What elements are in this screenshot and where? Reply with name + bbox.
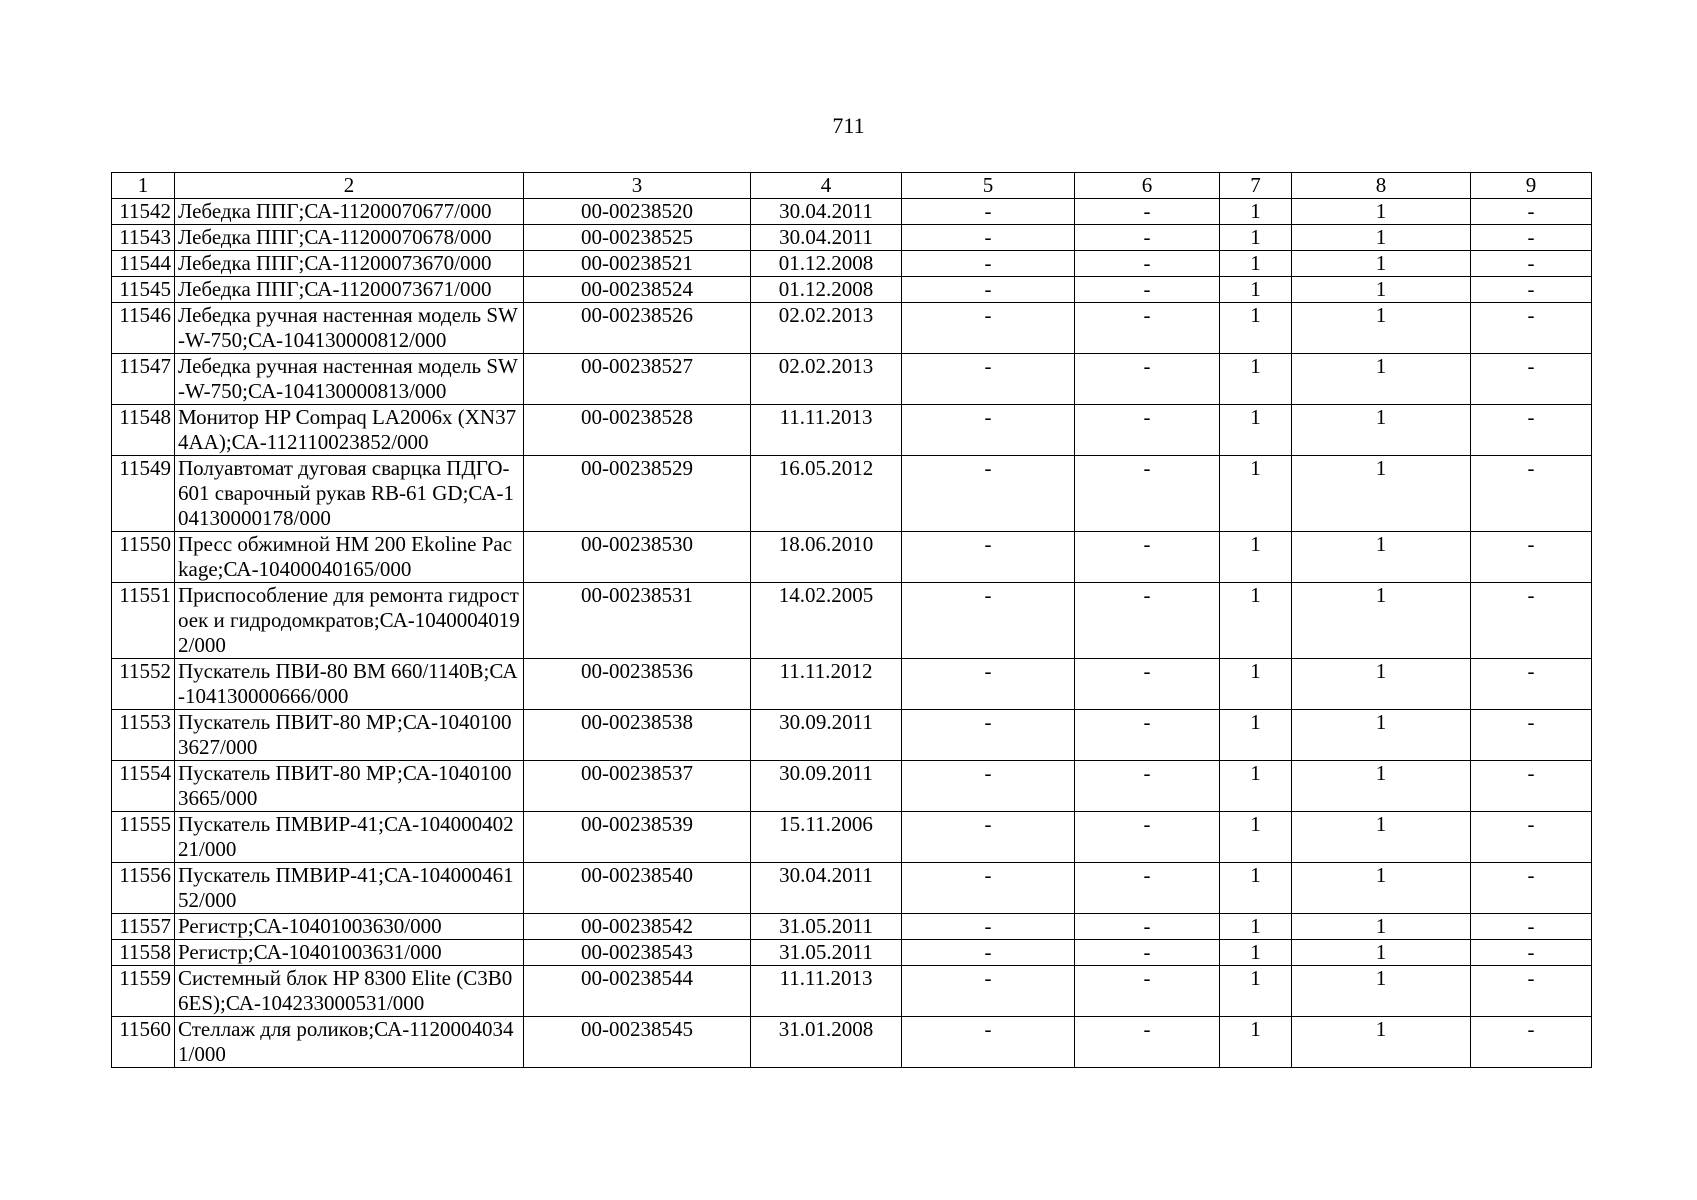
column-5-cell: - (902, 277, 1075, 303)
table-row (112, 966, 1592, 1017)
row-number-cell: 11547 (112, 354, 175, 405)
column-9-cell: - (1471, 225, 1592, 251)
date-cell: 01.12.2008 (751, 251, 902, 277)
column-header: 6 (1075, 173, 1220, 199)
row-number-cell: 11546 (112, 303, 175, 354)
column-8-cell: 1 (1292, 1017, 1471, 1068)
column-9-cell: - (1471, 659, 1592, 710)
item-name-cell: Пускатель ПМВИР-41;СА-10400040221/000 (175, 812, 524, 863)
inventory-number-cell: 00-00238528 (524, 405, 751, 456)
table-row (112, 914, 1592, 940)
column-8-cell: 1 (1292, 659, 1471, 710)
column-6-cell: - (1075, 532, 1220, 583)
column-6-cell: - (1075, 225, 1220, 251)
table-row (112, 761, 1592, 812)
inventory-number-cell: 00-00238542 (524, 914, 751, 940)
column-7-cell: 1 (1220, 940, 1292, 966)
column-5-cell: - (902, 710, 1075, 761)
column-7-cell: 1 (1220, 532, 1292, 583)
column-8-cell: 1 (1292, 251, 1471, 277)
date-cell: 11.11.2013 (751, 405, 902, 456)
column-9-cell: - (1471, 354, 1592, 405)
column-9-cell: - (1471, 710, 1592, 761)
date-cell: 01.12.2008 (751, 277, 902, 303)
item-name-cell: Лебедка ППГ;СА-11200073670/000 (175, 251, 524, 277)
column-6-cell: - (1075, 710, 1220, 761)
row-number-cell: 11556 (112, 863, 175, 914)
column-6-cell: - (1075, 966, 1220, 1017)
column-7-cell: 1 (1220, 277, 1292, 303)
column-7-cell: 1 (1220, 456, 1292, 532)
inventory-number-cell: 00-00238520 (524, 199, 751, 225)
date-cell: 30.04.2011 (751, 225, 902, 251)
column-5-cell: - (902, 914, 1075, 940)
column-6-cell: - (1075, 277, 1220, 303)
column-header: 3 (524, 173, 751, 199)
column-9-cell: - (1471, 456, 1592, 532)
column-5-cell: - (902, 1017, 1075, 1068)
table-row (112, 812, 1592, 863)
column-header: 8 (1292, 173, 1471, 199)
column-9-cell: - (1471, 532, 1592, 583)
row-number-cell: 11554 (112, 761, 175, 812)
column-header: 2 (175, 173, 524, 199)
date-cell: 11.11.2013 (751, 966, 902, 1017)
column-9-cell: - (1471, 966, 1592, 1017)
inventory-number-cell: 00-00238543 (524, 940, 751, 966)
column-7-cell: 1 (1220, 303, 1292, 354)
date-cell: 31.05.2011 (751, 940, 902, 966)
column-6-cell: - (1075, 812, 1220, 863)
column-9-cell: - (1471, 761, 1592, 812)
column-5-cell: - (902, 225, 1075, 251)
date-cell: 30.04.2011 (751, 199, 902, 225)
column-8-cell: 1 (1292, 456, 1471, 532)
row-number-cell: 11545 (112, 277, 175, 303)
column-8-cell: 1 (1292, 277, 1471, 303)
row-number-cell: 11553 (112, 710, 175, 761)
column-8-cell: 1 (1292, 761, 1471, 812)
column-6-cell: - (1075, 863, 1220, 914)
column-7-cell: 1 (1220, 354, 1292, 405)
column-6-cell: - (1075, 303, 1220, 354)
column-7-cell: 1 (1220, 659, 1292, 710)
column-6-cell: - (1075, 354, 1220, 405)
date-cell: 18.06.2010 (751, 532, 902, 583)
row-number-cell: 11549 (112, 456, 175, 532)
inventory-number-cell: 00-00238536 (524, 659, 751, 710)
row-number-cell: 11560 (112, 1017, 175, 1068)
date-cell: 31.01.2008 (751, 1017, 902, 1068)
column-9-cell: - (1471, 277, 1592, 303)
column-7-cell: 1 (1220, 583, 1292, 659)
table-row (112, 940, 1592, 966)
row-number-cell: 11558 (112, 940, 175, 966)
row-number-cell: 11555 (112, 812, 175, 863)
item-name-cell: Лебедка ручная настенная модель SW-W-750;СА-104130000813/000 (175, 354, 524, 405)
row-number-cell: 11548 (112, 405, 175, 456)
table-row (112, 225, 1592, 251)
column-7-cell: 1 (1220, 199, 1292, 225)
column-9-cell: - (1471, 405, 1592, 456)
date-cell: 11.11.2012 (751, 659, 902, 710)
row-number-cell: 11551 (112, 583, 175, 659)
inventory-number-cell: 00-00238531 (524, 583, 751, 659)
column-9-cell: - (1471, 863, 1592, 914)
date-cell: 30.09.2011 (751, 710, 902, 761)
table-row (112, 863, 1592, 914)
row-number-cell: 11544 (112, 251, 175, 277)
date-cell: 30.09.2011 (751, 761, 902, 812)
table-row (112, 277, 1592, 303)
item-name-cell: Лебедка ППГ;СА-11200070677/000 (175, 199, 524, 225)
inventory-number-cell: 00-00238539 (524, 812, 751, 863)
column-5-cell: - (902, 812, 1075, 863)
table-row (112, 1017, 1592, 1068)
item-name-cell: Лебедка ручная настенная модель SW-W-750;СА-104130000812/000 (175, 303, 524, 354)
column-7-cell: 1 (1220, 225, 1292, 251)
column-header: 9 (1471, 173, 1592, 199)
column-9-cell: - (1471, 812, 1592, 863)
column-header: 7 (1220, 173, 1292, 199)
column-5-cell: - (902, 199, 1075, 225)
column-8-cell: 1 (1292, 583, 1471, 659)
column-5-cell: - (902, 940, 1075, 966)
row-number-cell: 11559 (112, 966, 175, 1017)
date-cell: 30.04.2011 (751, 863, 902, 914)
column-5-cell: - (902, 583, 1075, 659)
table-row (112, 405, 1592, 456)
column-5-cell: - (902, 532, 1075, 583)
item-name-cell: Лебедка ППГ;СА-11200070678/000 (175, 225, 524, 251)
column-header: 4 (751, 173, 902, 199)
item-name-cell: Лебедка ППГ;СА-11200073671/000 (175, 277, 524, 303)
column-5-cell: - (902, 966, 1075, 1017)
date-cell: 31.05.2011 (751, 914, 902, 940)
row-number-cell: 11552 (112, 659, 175, 710)
column-8-cell: 1 (1292, 199, 1471, 225)
column-6-cell: - (1075, 199, 1220, 225)
date-cell: 14.02.2005 (751, 583, 902, 659)
inventory-number-cell: 00-00238545 (524, 1017, 751, 1068)
inventory-number-cell: 00-00238540 (524, 863, 751, 914)
column-8-cell: 1 (1292, 710, 1471, 761)
column-7-cell: 1 (1220, 710, 1292, 761)
item-name-cell: Полуавтомат дуговая сварцка ПДГО-601 сварочный рукав RB-61 GD;СА-104130000178/000 (175, 456, 524, 532)
column-5-cell: - (902, 405, 1075, 456)
item-name-cell: Пускатель ПМВИР-41;СА-10400046152/000 (175, 863, 524, 914)
column-6-cell: - (1075, 914, 1220, 940)
column-7-cell: 1 (1220, 761, 1292, 812)
table-row (112, 532, 1592, 583)
table-row (112, 583, 1592, 659)
column-6-cell: - (1075, 251, 1220, 277)
column-9-cell: - (1471, 1017, 1592, 1068)
inventory-number-cell: 00-00238527 (524, 354, 751, 405)
date-cell: 15.11.2006 (751, 812, 902, 863)
column-7-cell: 1 (1220, 251, 1292, 277)
header-row (112, 173, 1592, 199)
inventory-number-cell: 00-00238526 (524, 303, 751, 354)
item-name-cell: Системный блок HP 8300 Elite (C3B06ES);СА-104233000531/000 (175, 966, 524, 1017)
column-7-cell: 1 (1220, 812, 1292, 863)
column-5-cell: - (902, 659, 1075, 710)
item-name-cell: Приспособление для ремонта гидростоек и гидродомкратов;СА-10400040192/000 (175, 583, 524, 659)
column-9-cell: - (1471, 914, 1592, 940)
row-number-cell: 11543 (112, 225, 175, 251)
date-cell: 16.05.2012 (751, 456, 902, 532)
column-8-cell: 1 (1292, 940, 1471, 966)
column-6-cell: - (1075, 1017, 1220, 1068)
column-header: 1 (112, 173, 175, 199)
page-number: 711 (832, 113, 865, 138)
column-6-cell: - (1075, 761, 1220, 812)
column-header: 5 (902, 173, 1075, 199)
item-name-cell: Монитор HP Compaq LA2006x (XN374AA);СА-112110023852/000 (175, 405, 524, 456)
column-8-cell: 1 (1292, 812, 1471, 863)
item-name-cell: Регистр;СА-10401003630/000 (175, 914, 524, 940)
column-9-cell: - (1471, 940, 1592, 966)
column-8-cell: 1 (1292, 405, 1471, 456)
column-6-cell: - (1075, 456, 1220, 532)
column-6-cell: - (1075, 659, 1220, 710)
row-number-cell: 11542 (112, 199, 175, 225)
row-number-cell: 11557 (112, 914, 175, 940)
table-row (112, 710, 1592, 761)
column-8-cell: 1 (1292, 863, 1471, 914)
item-name-cell: Пресс обжимной HM 200 Ekoline Package;СА-10400040165/000 (175, 532, 524, 583)
table-body (112, 199, 1592, 1068)
column-6-cell: - (1075, 583, 1220, 659)
inventory-number-cell: 00-00238537 (524, 761, 751, 812)
date-cell: 02.02.2013 (751, 354, 902, 405)
column-5-cell: - (902, 761, 1075, 812)
column-7-cell: 1 (1220, 966, 1292, 1017)
column-9-cell: - (1471, 251, 1592, 277)
date-cell: 02.02.2013 (751, 303, 902, 354)
table-row (112, 251, 1592, 277)
table-row (112, 659, 1592, 710)
column-6-cell: - (1075, 405, 1220, 456)
item-name-cell: Пускатель ПВИТ-80 МР;СА-10401003665/000 (175, 761, 524, 812)
item-name-cell: Регистр;СА-10401003631/000 (175, 940, 524, 966)
column-7-cell: 1 (1220, 914, 1292, 940)
column-8-cell: 1 (1292, 914, 1471, 940)
table-row (112, 199, 1592, 225)
column-5-cell: - (902, 251, 1075, 277)
column-8-cell: 1 (1292, 354, 1471, 405)
column-7-cell: 1 (1220, 863, 1292, 914)
inventory-number-cell: 00-00238529 (524, 456, 751, 532)
column-9-cell: - (1471, 199, 1592, 225)
item-name-cell: Пускатель ПВИ-80 ВМ 660/1140В;СА-104130000666/000 (175, 659, 524, 710)
item-name-cell: Пускатель ПВИТ-80 МР;СА-10401003627/000 (175, 710, 524, 761)
column-5-cell: - (902, 456, 1075, 532)
column-6-cell: - (1075, 940, 1220, 966)
column-8-cell: 1 (1292, 532, 1471, 583)
column-5-cell: - (902, 863, 1075, 914)
column-5-cell: - (902, 354, 1075, 405)
column-8-cell: 1 (1292, 303, 1471, 354)
table-row (112, 456, 1592, 532)
table-row (112, 354, 1592, 405)
column-5-cell: - (902, 303, 1075, 354)
inventory-number-cell: 00-00238525 (524, 225, 751, 251)
item-name-cell: Стеллаж для роликов;СА-11200040341/000 (175, 1017, 524, 1068)
column-8-cell: 1 (1292, 225, 1471, 251)
column-7-cell: 1 (1220, 1017, 1292, 1068)
inventory-number-cell: 00-00238524 (524, 277, 751, 303)
inventory-number-cell: 00-00238521 (524, 251, 751, 277)
row-number-cell: 11550 (112, 532, 175, 583)
table-row (112, 303, 1592, 354)
inventory-number-cell: 00-00238538 (524, 710, 751, 761)
column-8-cell: 1 (1292, 966, 1471, 1017)
column-9-cell: - (1471, 303, 1592, 354)
inventory-table (111, 172, 1592, 1068)
inventory-number-cell: 00-00238544 (524, 966, 751, 1017)
inventory-number-cell: 00-00238530 (524, 532, 751, 583)
column-9-cell: - (1471, 583, 1592, 659)
column-7-cell: 1 (1220, 405, 1292, 456)
